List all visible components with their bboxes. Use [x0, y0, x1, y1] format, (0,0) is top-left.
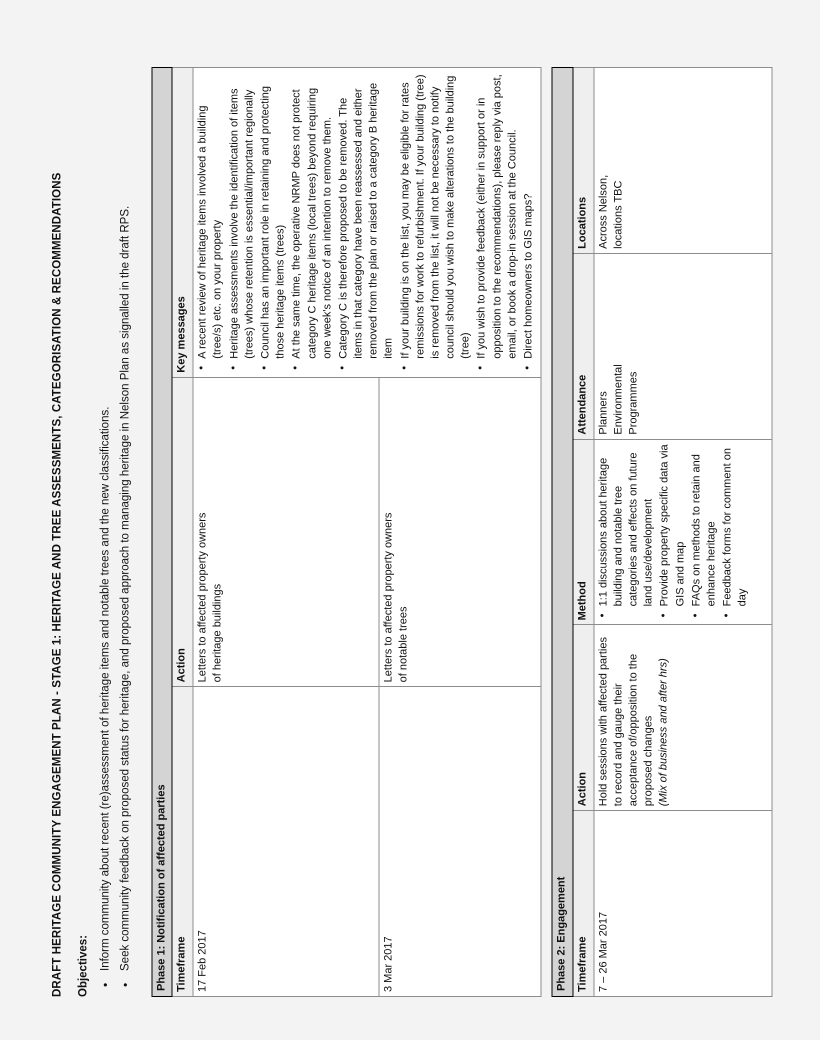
column-header-action: Action [172, 377, 193, 687]
method-item: • FAQs on methods to retain and enhance heritage [689, 444, 719, 607]
action-line: proposed changes [642, 715, 655, 807]
phase-1-title: Phase 1: Notification of affected parties [152, 68, 173, 997]
key-message-item: • At the same time, the operative NRMP does not protect category C heritage items (local trees) beyond requiring one week's notice of an intention to remove them. [290, 72, 336, 359]
cell-method [594, 439, 772, 625]
objectives-heading: Objectives: [77, 935, 90, 997]
cell-timeframe: 17 Feb 2017 [193, 687, 378, 997]
method-item: • Provide property specific data via GIS and map [658, 444, 688, 607]
rotated-page [38, 25, 783, 1015]
cell-action [193, 377, 378, 687]
method-item: • Feedback forms for comment on day [721, 444, 751, 607]
column-header-key-messages: Key messages [172, 68, 193, 378]
phase-2-title-row [552, 68, 573, 997]
key-message-item: • Council has an important role in retaining and protecting those heritage items (trees) [259, 72, 289, 359]
action-line: Hold sessions with affected parties [597, 637, 610, 807]
phase-2-header-row [573, 68, 594, 997]
phase-1-table [151, 67, 541, 997]
key-message-item: • A recent review of heritage items involved a building (tree/s) etc. on your property [196, 72, 226, 359]
action-line: acceptance of/opposition to the [627, 653, 640, 807]
attendance-line: Environmental [612, 364, 625, 435]
method-item: • 1:1 discussions about heritage building and notable tree categories and effects on future land use/development [596, 444, 657, 607]
cell-timeframe: 3 Mar 2017 [379, 687, 541, 997]
action-line: Letters to affected property owners [382, 512, 395, 683]
column-header-timeframe: Timeframe [172, 687, 193, 997]
locations-line: locations TBC [612, 180, 625, 249]
cell-action [594, 625, 772, 811]
cell-attendance [594, 253, 772, 439]
objectives-list [98, 43, 136, 997]
column-header-action: Action [573, 625, 594, 811]
action-note: (Mix of business and after hrs) [657, 658, 670, 807]
action-line: to record and gauge their [612, 683, 625, 807]
document-body [38, 25, 783, 1015]
locations-line: Across Nelson, [597, 174, 610, 249]
action-line: of heritage buildings [211, 583, 224, 683]
cell-locations [594, 68, 772, 254]
attendance-line: Programmes [627, 371, 640, 435]
table-row [594, 68, 772, 997]
column-header-method: Method [573, 439, 594, 625]
cell-action [379, 377, 541, 687]
method-list [596, 444, 751, 621]
action-line: Letters to affected property owners [196, 512, 209, 683]
action-line: of notable trees [397, 606, 410, 683]
cell-timeframe: 7 – 26 Mar 2017 [594, 811, 772, 997]
column-header-attendance: Attendance [573, 253, 594, 439]
phase-2-table [552, 67, 773, 997]
attendance-line: Planners [597, 391, 610, 435]
key-message-item: • Category C is therefore proposed to be removed. The items in that category have been reassessed and either removed from the plan or raised to a category B heritage item [336, 72, 397, 359]
key-message-item: • Direct homeowners to GIS maps? [521, 72, 536, 359]
key-message-item: • Heritage assessments involve the identification of items (trees) whose retention is essential/important regionally [227, 72, 257, 359]
column-header-locations: Locations [573, 68, 594, 254]
table-row [193, 68, 378, 997]
key-messages-list [196, 72, 537, 373]
phase-1-title-row [152, 68, 173, 997]
key-message-item: • If your building is on the list, you may be eligible for rates remissions for work to refurbishment. If your building (tree) is removed from the list, it will not be necessary to notify council should you wish to make alterations to the building (tree) [398, 72, 474, 359]
page-title: DRAFT HERITAGE COMMUNITY ENGAGEMENT PLAN - STAGE 1: HERITAGE AND TREE ASSESSMENTS, CATEGORISATION & RECOMMENDATIONS [51, 172, 64, 997]
objective-item: • Inform community about recent (re)assessment of heritage items and notable trees and the new classifications. [98, 43, 116, 971]
column-header-timeframe: Timeframe [573, 811, 594, 997]
phase-2-title: Phase 2: Engagement [552, 68, 573, 997]
cell-key-messages [193, 68, 541, 378]
objective-item: • Seek community feedback on proposed status for heritage, and proposed approach to managing heritage in Nelson Plan as signalled in the draft RPS. [117, 43, 135, 971]
phase-1-header-row [172, 68, 193, 997]
key-message-item: • If you wish to provide feedback (either in support or in opposition to the recommendations), please reply via post, email, or book a drop-in session at the Council. [475, 72, 521, 359]
